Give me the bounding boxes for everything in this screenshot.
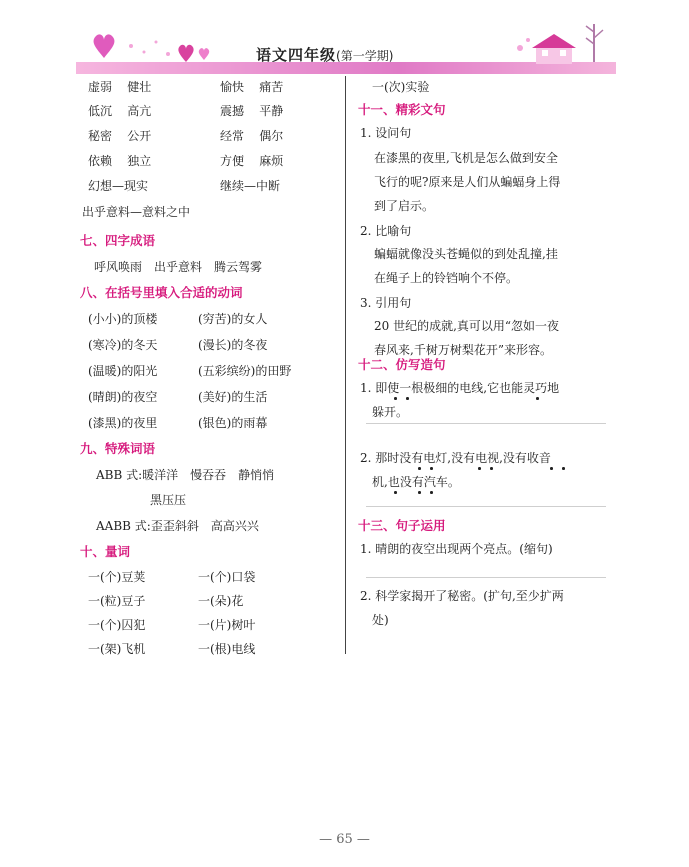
abb-line-2: 黑压压 [150,493,187,507]
text-line: 蝙蝠就像没头苍蝇似的到处乱撞,挂 [374,247,558,261]
emphasis-dot [418,467,421,470]
antonym-pair-7 [88,153,151,169]
measure-3a: 一(个)囚犯 [88,618,146,632]
word: 麻烦 [259,154,284,168]
measure-2a: 一(粒)豆子 [88,594,146,608]
section-heading-7: 七、四字成语 [80,233,156,248]
usage-item-2-line-2: 处) [360,613,389,627]
section-heading-12: 十二、仿写造句 [358,357,446,372]
antonym-pair-1 [88,79,151,95]
section-heading-11: 十一、精彩文句 [358,102,446,117]
measure-continued: 一(次)实验 [372,80,430,94]
word: 公开 [127,129,152,143]
fill-row-2a: (寒冷)的冬天 [88,338,158,352]
emphasis-dot [406,397,409,400]
decorative-house-icon [506,18,616,74]
measure-2b: 一(朵)花 [198,594,244,608]
word: 健壮 [127,80,152,94]
emphasis-dot [394,397,397,400]
usage-item-2-line-1: 2. 科学家揭开了秘密。(扩句,至少扩两 [360,589,564,603]
fill-row-3a: (温暖)的阳光 [88,364,158,378]
sentence-2-line-2: 机,也没有汽车。 [360,475,460,489]
idioms-line: 呼风唤雨 出乎意料 腾云驾雾 [94,260,263,274]
sentence-1-line-2: 躲开。 [360,405,409,419]
text-line: 在绳子上的铃铛响个不停。 [374,271,519,285]
emphasis-dot [478,467,481,470]
section-heading-9: 九、特殊词语 [80,441,156,456]
word: 平静 [259,104,284,118]
word: 依赖 [88,154,113,168]
item-heading-rhetorical: 1. 设问句 [360,126,412,140]
fill-row-4b: (美好)的生活 [198,390,268,404]
column-divider [345,76,346,654]
measure-4a: 一(架)飞机 [88,642,146,656]
fill-row-3b: (五彩缤纷)的田野 [198,364,292,378]
emphasis-dot [394,491,397,494]
emphasis-dot [430,491,433,494]
emphasis-dot [418,491,421,494]
antonym-pair-2 [220,79,283,95]
fill-row-4a: (晴朗)的夜空 [88,390,158,404]
emphasis-dot [490,467,493,470]
word: 痛苦 [259,80,284,94]
section-heading-10: 十、量词 [80,544,131,559]
text-line: 飞行的呢?原来是人们从蝙蝠身上得 [374,175,561,189]
usage-item-1: 1. 晴朗的夜空出现两个亮点。(缩句) [360,542,553,556]
fill-row-5a: (漆黑)的夜里 [88,416,158,430]
answer-line [366,577,606,578]
term-text: (第一学期) [336,49,394,63]
text-line: 春风来,千树万树梨花开”来形容。 [374,343,552,357]
antonym-pair-4 [220,103,283,119]
word: 偶尔 [259,129,284,143]
measure-3b: 一(片)树叶 [198,618,256,632]
section-heading-8: 八、在括号里填入合适的动词 [80,285,243,300]
antonym-pair-5 [88,128,151,144]
word: 独立 [127,154,152,168]
emphasis-dot [550,467,553,470]
word: 高亢 [127,104,152,118]
measure-1b: 一(个)口袋 [198,570,256,584]
page-number: — 65 — [319,832,370,847]
measure-1a: 一(个)豆荚 [88,570,146,584]
page-header [76,18,616,76]
text-line: 到了启示。 [374,199,435,213]
emphasis-dot [536,397,539,400]
emphasis-dot [562,467,565,470]
abb-line: ABB 式:暖洋洋 慢吞吞 静悄悄 [96,468,275,482]
word: 经常 [220,129,245,143]
fill-row-1a: (小小)的顶楼 [88,312,158,326]
fill-row-5b: (银色)的雨幕 [198,416,268,430]
answer-line [366,506,606,507]
answer-line [366,423,606,424]
word: 愉快 [220,80,245,94]
sentence-2-line-1: 2. 那时没有电灯,没有电视,没有收音 [360,451,551,465]
antonym-pair-6 [220,128,283,144]
antonym-pair-11: 出乎意料—意料之中 [82,205,191,219]
sentence-1-line-1: 1. 即使一根极细的电线,它也能灵巧地 [360,381,560,395]
text-line: 在漆黑的夜里,飞机是怎么做到安全 [374,151,558,165]
antonym-pair-8 [220,153,283,169]
title-text: 语文四年级 [256,46,337,64]
word: 秘密 [88,129,113,143]
item-heading-quotation: 3. 引用句 [360,296,412,310]
fill-row-1b: (穷苦)的女人 [198,312,268,326]
word: 方便 [220,154,245,168]
antonym-pair-10: 继续—中断 [220,179,281,193]
word: 低沉 [88,104,113,118]
aabb-line: AABB 式:歪歪斜斜 高高兴兴 [96,519,259,533]
emphasis-dot [430,467,433,470]
text-line: 20 世纪的成就,真可以用“忽如一夜 [374,319,560,333]
word: 震撼 [220,104,245,118]
antonym-pair-9: 幻想—现实 [88,179,149,193]
antonym-pair-3 [88,103,151,119]
fill-row-2b: (漫长)的冬夜 [198,338,268,352]
measure-4b: 一(根)电线 [198,642,256,656]
item-heading-simile: 2. 比喻句 [360,224,412,238]
word: 虚弱 [88,80,113,94]
page-title [256,44,393,65]
section-heading-13: 十三、句子运用 [358,518,446,533]
